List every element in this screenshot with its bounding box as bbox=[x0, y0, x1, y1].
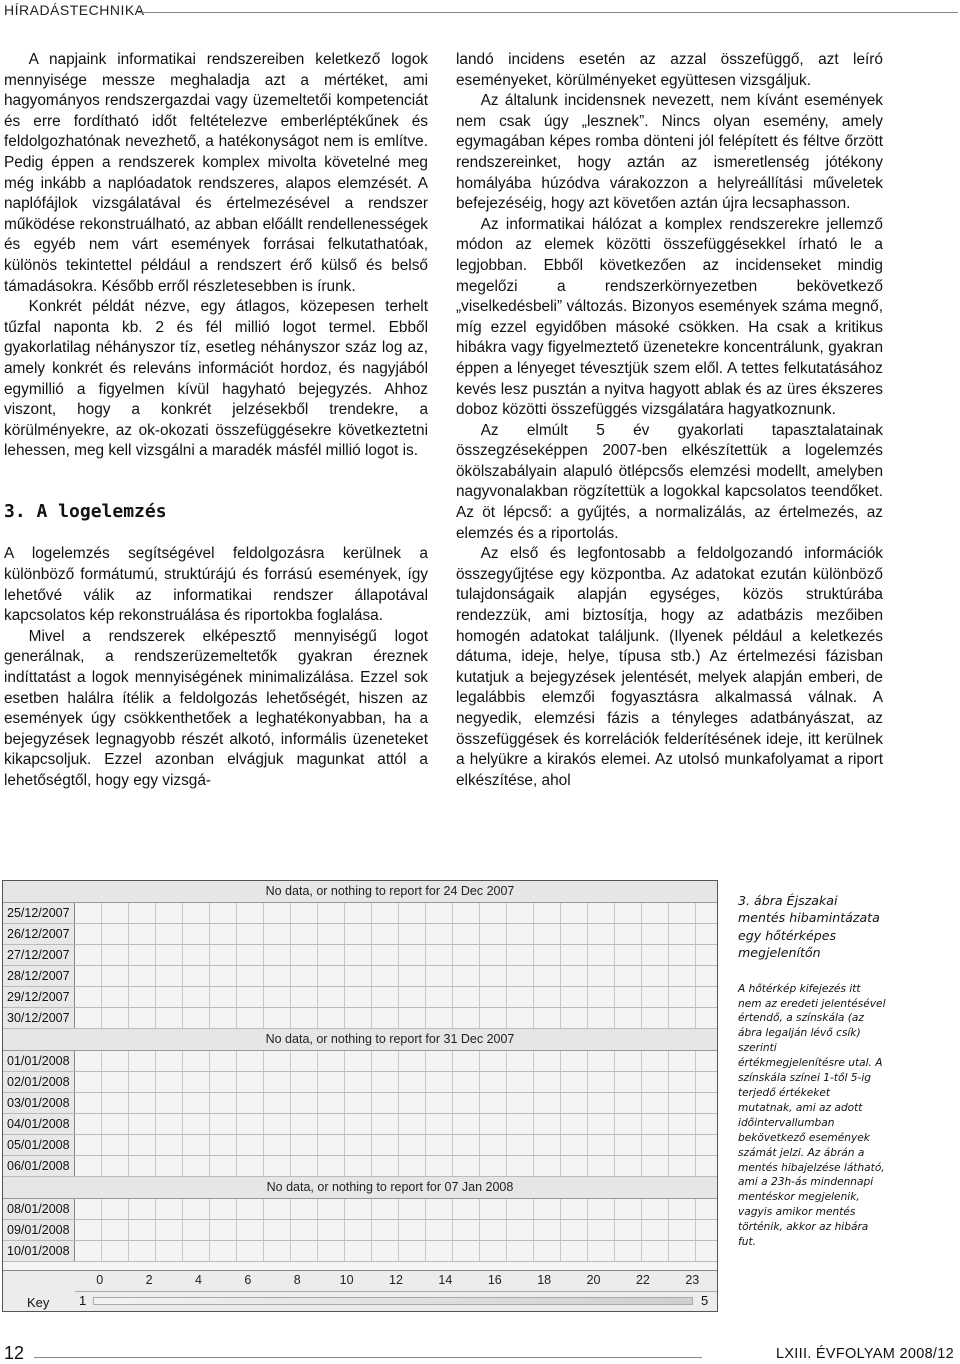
date-label: 08/01/2008 bbox=[3, 1199, 75, 1219]
heatmap-cells bbox=[75, 966, 717, 986]
hour-tick-label: 12 bbox=[389, 1273, 403, 1287]
heatmap-row bbox=[3, 1114, 717, 1135]
heatmap-row bbox=[3, 1241, 717, 1262]
caption-title: 3. ábra Éjszakai mentés hibamintázata egy hőtérképes megjelenítőn bbox=[738, 893, 880, 961]
heatmap-row bbox=[3, 903, 717, 924]
heatmap-row bbox=[3, 987, 717, 1008]
date-label: 10/01/2008 bbox=[3, 1241, 75, 1261]
scale-min-label: 1 bbox=[79, 1293, 87, 1308]
date-label: 01/01/2008 bbox=[3, 1051, 75, 1071]
no-data-band: No data, or nothing to report for 07 Jan 2008 bbox=[3, 1177, 717, 1199]
heatmap-cells bbox=[75, 1093, 717, 1113]
hour-tick-label: 16 bbox=[487, 1273, 502, 1287]
heatmap-row bbox=[3, 1051, 717, 1072]
footer-rule bbox=[34, 1357, 702, 1358]
right-column bbox=[456, 50, 883, 791]
date-label: 09/01/2008 bbox=[3, 1220, 75, 1240]
section-header: HÍRADÁSTECHNIKA bbox=[4, 2, 145, 18]
heatmap-row bbox=[3, 1008, 717, 1029]
paragraph: A logelemzés segítségével feldolgozásra kerülnek a különböző formátumú, struktúrájú és forrású események, így lehetővé válik az informatikai rendszer állapotával kapcsolatos kép rekonstruálása és riportokba foglalása. bbox=[4, 545, 428, 625]
figure-caption bbox=[738, 892, 886, 1250]
issue-label: LXIII. ÉVFOLYAM 2008/12 bbox=[775, 1346, 954, 1362]
heatmap-cells bbox=[75, 1008, 717, 1028]
hour-tick-label: 0 bbox=[96, 1273, 104, 1287]
heatmap-cells bbox=[75, 1241, 717, 1261]
hour-axis bbox=[75, 1271, 717, 1292]
heatmap-key bbox=[3, 1270, 717, 1311]
date-label: 04/01/2008 bbox=[3, 1114, 75, 1134]
heatmap-row bbox=[3, 945, 717, 966]
no-data-band: No data, or nothing to report for 24 Dec 2007 bbox=[3, 881, 717, 903]
date-label: 06/01/2008 bbox=[3, 1156, 75, 1176]
heatmap-cells bbox=[75, 924, 717, 944]
heatmap-cells bbox=[75, 1156, 717, 1176]
hour-tick-label: 20 bbox=[586, 1273, 601, 1287]
heatmap-row bbox=[3, 1072, 717, 1093]
hour-tick-label: 4 bbox=[194, 1273, 202, 1287]
hour-tick-label: 2 bbox=[145, 1273, 153, 1287]
heatmap-row bbox=[3, 1156, 717, 1177]
heatmap-row bbox=[3, 924, 717, 945]
left-column bbox=[4, 50, 428, 792]
date-label: 26/12/2007 bbox=[3, 924, 75, 944]
paragraph: landó incidens esetén az azzal összefüggő, azt leíró eseményeket, körülményeket együttesen vizsgáljuk. bbox=[456, 51, 883, 89]
heatmap-cells bbox=[75, 945, 717, 965]
paragraph: Az első és legfontosabb a feldolgozandó információk összegyűjtése egy központba. Az adatokat ezután különböző tulajdonságaik alapján egységes, közös struktúrába rendezzük, ami biztosítja, hogy az adatbázis mezőiben homogén adatokat találjunk. (Ilyenek például a keletkezés dátuma, ideje, helye, típusa stb.) Az értelmezési fázisban kutatjuk a bejegyzések jelentését, melyek alapján emberi, de legalábbis elemzői fogyasztásra alkalmassá válnak. A negyedik, elemzési fázis a tényleges adatbányászat, az összefüggések és korrelációk felderítésének ideje, itt kerülnek a helyükre a kirakós elemei. Az utolsó munkafolyamat a riport elkészítése, ahol bbox=[456, 545, 883, 789]
hour-tick-label: 23 bbox=[685, 1273, 700, 1287]
heatmap-cells bbox=[75, 1051, 717, 1071]
date-label: 03/01/2008 bbox=[3, 1093, 75, 1113]
hour-tick-label: 10 bbox=[339, 1273, 354, 1287]
heatmap-row bbox=[3, 1093, 717, 1114]
paragraph: Konkrét példát nézve, egy átlagos, közepesen terhelt tűzfal naponta kb. 2 és fél millió logot termel. Ebből gyakorlatilag néhányszor tíz, esetleg néhányszor száz log az, amely konkrét és releváns információt hordoz, és nagyjából egymillió a figyelmen kívül hagyható bejegyzés. Ahhoz viszont, hogy a konkrét jelzésekből trendekre, a körülményekre, az ok-okozati összefüggésekre következtetni lehessen, meg kell vizsgálni a maradék másfél millió logot is. bbox=[4, 298, 428, 460]
header-rule bbox=[138, 12, 958, 13]
paragraph: Mivel a rendszerek elképesztő mennyiségű logot generálnak, a rendszerüzemeltetők gyakran éreznek indíttatást a logok mennyiségének minimalizálása. Ezzel sok esetben halálra ítélik a feldolgozás lehetőségét, hiszen az események úgy csökkenthetőek a leghatékonyabban, ha a bejegyzések legnagyobb részét alkotó, informális üzeneteket kikapcsoljuk. Ezzel azonban elvágjuk magunkat attól a lehetőségtől, hogy egy vizsgá- bbox=[4, 627, 428, 789]
date-label: 27/12/2007 bbox=[3, 945, 75, 965]
heatmap-row bbox=[3, 1199, 717, 1220]
date-label: 02/01/2008 bbox=[3, 1072, 75, 1092]
hour-tick-label: 22 bbox=[635, 1273, 650, 1287]
date-label: 05/01/2008 bbox=[3, 1135, 75, 1155]
paragraph: Az általunk incidensnek nevezett, nem kívánt események nem csak úgy „lesznek”. Nincs olyan esemény, amely egymagában képes romba dönteni jól felépített és féltve őrzött rendszereinket, hogy aztán az ismeretlenség jótékony homályába húzódva várakozzon a helyreállítási műveletek befejezéséig, hogy azt követően aztán újra lecsaphasson. bbox=[456, 92, 883, 213]
heatmap-cells bbox=[75, 1220, 717, 1240]
heatmap-figure bbox=[2, 880, 718, 1312]
heatmap-row bbox=[3, 966, 717, 987]
paragraph: Az elmúlt 5 év gyakorlati tapasztalatainak összegzéseképpen 2007-ben elkészítettük a logelemzés ökölszabályain alapuló ötlépcsős elemzési modellt, amelyben nagyvonalakban rögzítettük a logokkal kapcsolatos teendőket. Az öt lépcső: a gyűjtés, a normalizálás, az értelmezés, az elemzés és a riportolás. bbox=[456, 421, 883, 542]
key-label: Key bbox=[27, 1295, 50, 1310]
hour-tick-label: 14 bbox=[438, 1273, 453, 1287]
no-data-band: No data, or nothing to report for 31 Dec 2007 bbox=[3, 1029, 717, 1051]
scale-max-label: 5 bbox=[701, 1293, 709, 1308]
color-scale-bar bbox=[93, 1297, 693, 1305]
heatmap-cells bbox=[75, 1072, 717, 1092]
heatmap-cells bbox=[75, 903, 717, 923]
heatmap-row bbox=[3, 1220, 717, 1241]
date-label: 28/12/2007 bbox=[3, 966, 75, 986]
hour-tick-label: 6 bbox=[244, 1273, 252, 1287]
hour-tick-label: 18 bbox=[537, 1273, 552, 1287]
page-number: 12 bbox=[4, 1343, 25, 1363]
hour-tick-label: 8 bbox=[293, 1273, 301, 1287]
heatmap-cells bbox=[75, 1199, 717, 1219]
heatmap-cells bbox=[75, 1135, 717, 1155]
heatmap-cells bbox=[75, 1114, 717, 1134]
paragraph: Az informatikai hálózat a komplex rendszerekre jellemző módon az elemek közötti összefüggésekkel írható le a legjobban. Ebből következően az incidenseket mindig megelőzi a rendszerkörnyezetben bekövetkező „viselkedésbeli” változás. Bizonyos események száma megnő, míg ezzel egyidőben másoké csökken. Ha csak a kritikus hibákra vagy figyelmeztető üzenetekre koncentrálunk, gyakran éppen a lényeget tévesztjük szem elől. A tettes felkutatásához kevés lesz pusztán a nyitva hagyott ablak és az üres ékszeres doboz közötti összefüggés vizsgálatára hagyatkoznunk. bbox=[456, 215, 883, 419]
date-label: 25/12/2007 bbox=[3, 903, 75, 923]
heatmap-row bbox=[3, 1135, 717, 1156]
section-title: 3. A logelemzés bbox=[4, 500, 167, 522]
date-label: 30/12/2007 bbox=[3, 1008, 75, 1028]
paragraph: A napjaink informatikai rendszereiben keletkező logok mennyisége messze meghaladja azt a mértéket, ami hagyományos rendszergazdai vagy üzemeltetői kompetenciát és erre fordítható időt feltételezve emberléptékűnek és feldolgozhatónak nevezhető, a hatékonyságot nem is említve. Pedig éppen a rendszerek komplex mivolta követelné meg még inkább a naplóadatok rendszeres, alapos elemzését. A naplófájlok vizsgálatával és értelmezésével a rendszer működése rekonstruálható, az abban előállt rendellenességek és egyéb nem várt események forrásai felkutathatóak, különös tekintettel például a rendszert érő külső és belső támadásokra. Később erről részletesebben is írunk. bbox=[4, 51, 428, 295]
date-label: 29/12/2007 bbox=[3, 987, 75, 1007]
caption-body: A hőtérkép kifejezés itt nem az eredeti jelentésével értendő, a színskála (az ábra legalján lévő csík) szerinti értékmegjelenítésre utal. A színskála színei 1-től 5-ig terjedő értékeket mutatnak, ami az adott időintervallumban bekövetkező események számát jelzi. Az ábrán a mentés hibajelzése látható, ami a 23h-ás mindennapi mentéskor megjelenik, vagyis amikor mentés történik, akkor az hibára fut. bbox=[738, 982, 886, 1249]
heatmap-cells bbox=[75, 987, 717, 1007]
